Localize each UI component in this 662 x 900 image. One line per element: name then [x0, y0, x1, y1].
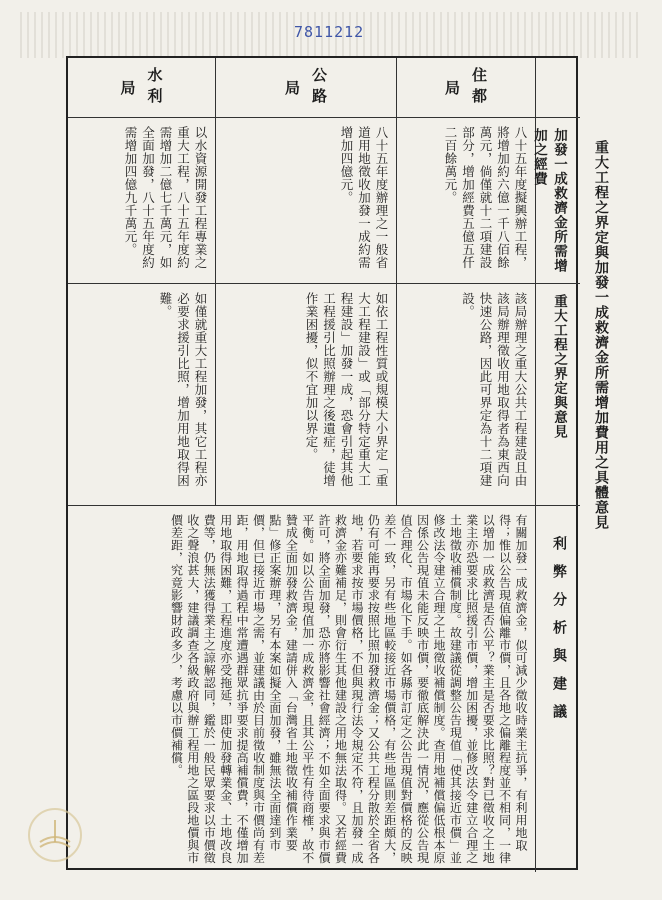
document-number: 7811212: [294, 23, 365, 41]
side-caption: 重大工程之界定與加發一成救濟金所需增加費用之具體意見: [593, 140, 609, 530]
cell-def-label: [536, 284, 580, 506]
cell-def-highway: [216, 284, 397, 506]
header-highway: [216, 58, 397, 118]
header-housing-a: 住: [470, 66, 488, 84]
header-housing-c: 局: [443, 80, 461, 95]
def-highway-text: 如依工程性質或規模大小界定「重大工程建設」或「部分特定重大工程建設」加發一成，恐會引起其他工程援引比照辦理之後遺症，徒增作業困擾，似不宜加以界定。: [304, 292, 389, 487]
def-housing-text: 該局辦理之重大公共工程建設且由該局辦理徵收用地取得者為東西向快速公路，因此可界定為十二項建設。: [460, 292, 528, 487]
header-housing-b: 都: [470, 87, 488, 105]
header-water-b: 利: [145, 87, 164, 105]
header-water: [68, 58, 216, 118]
analysis-row-label: 利弊分析與建議: [551, 536, 567, 732]
cell-def-water: [68, 284, 216, 506]
cell-analysis-label: [536, 506, 580, 872]
cell-def-housing: [397, 284, 536, 506]
header-highway-c: 局: [283, 80, 301, 95]
cell-cost-label: [531, 118, 580, 284]
header-highway-a: 公: [310, 66, 328, 84]
cost-water-text: 以水資源開發工程專業之重大工程，八十五年度約需增加二億七千萬元，如全面加發，八十五年度約需增加四億九千萬元。: [123, 126, 208, 269]
cell-cost-water: [68, 118, 216, 284]
cell-cost-housing: [397, 118, 536, 284]
cost-highway-text: 八十五年度辦理之一般省道用地徵收加發一成約需增加四億元。: [339, 126, 389, 269]
header-water-c: 局: [118, 80, 137, 95]
analysis-text: 有關加發一成救濟金，似可減少徵收時業主抗爭，有利用地取得；惟以公告現值偏離市價，且各地之偏離程度並不相同，一律以增加一成救濟是否公平？業主是否要求比照？對已徵收之土地業主亦恐要求比照援引市價，增加困擾，並修改法令建立合理之土地徵收補償制度。故建議從調整公告現值「使其接近市價」並修改法令建立合理之土地徵收補償制度。查用地補償偏低根本原因係公告現值未能反映市價，要徹底解決此一情況，應從公告現值合理化、市場化下手。如各縣市訂定之公告現值對價格的反映差不一致，另有些地區較接近市場價格，有些地區則差距頗大，仍有可能再要求按照比照加發救濟金；又公共工程分散於全省各地，若要求按市場價格，不但與現行法令規定不符，且加發一成救濟金亦難補足，則會衍生其他建設之用地無法取得。又若經費許可，將全面加發，恐亦將影響社會經濟；不如全面要求與市價平衡。如以公告現值加一成救濟金，且其公平性有待商榷，故不贊成全面加發救濟金，建請併入「台灣省土地徵收補償作業要點」修正案辦理，另有本案如擬全面加發，雖無法全面達到市價，但已接近市場之需，並建議由於目前徵收制度與市價尚有差距，用地取得過程中常遭遇群眾抗爭要求提高補償費，不僅增加用地取得困難，工程進度亦受拖延，即使加發轉業金、土地改良費等，仍無法獲得業主之諒解認同，鑑於一般民眾要求以市價徵收之聲浪甚大，建議調查各級政府與辦工程用地之區段地價與市價差距，究竟影響財政多少，考慮以市價補償。: [169, 514, 528, 864]
cell-cost-highway: [216, 118, 397, 284]
header-housing: [397, 58, 536, 118]
cell-analysis-body: [68, 506, 536, 872]
header-blank: [536, 58, 580, 118]
header-highway-b: 路: [310, 87, 328, 105]
cost-row-label: 加發一成救濟金所需增加之經費: [531, 128, 567, 273]
cost-housing-text: 八十五年度擬興辦工程，將增加約六億一千八佰餘萬元，倘僅就十二項建設部分，增加經費五億五仟二百餘萬元。: [443, 126, 528, 269]
header-water-a: 水: [145, 66, 164, 84]
def-water-text: 如僅就重大工程加發，其它工程亦必要求援引比照，增加用地取得困難。: [158, 292, 208, 487]
comparison-table: [66, 56, 578, 870]
definition-row-label: 重大工程之界定與意見: [551, 294, 567, 439]
library-watermark-icon: [26, 806, 84, 864]
